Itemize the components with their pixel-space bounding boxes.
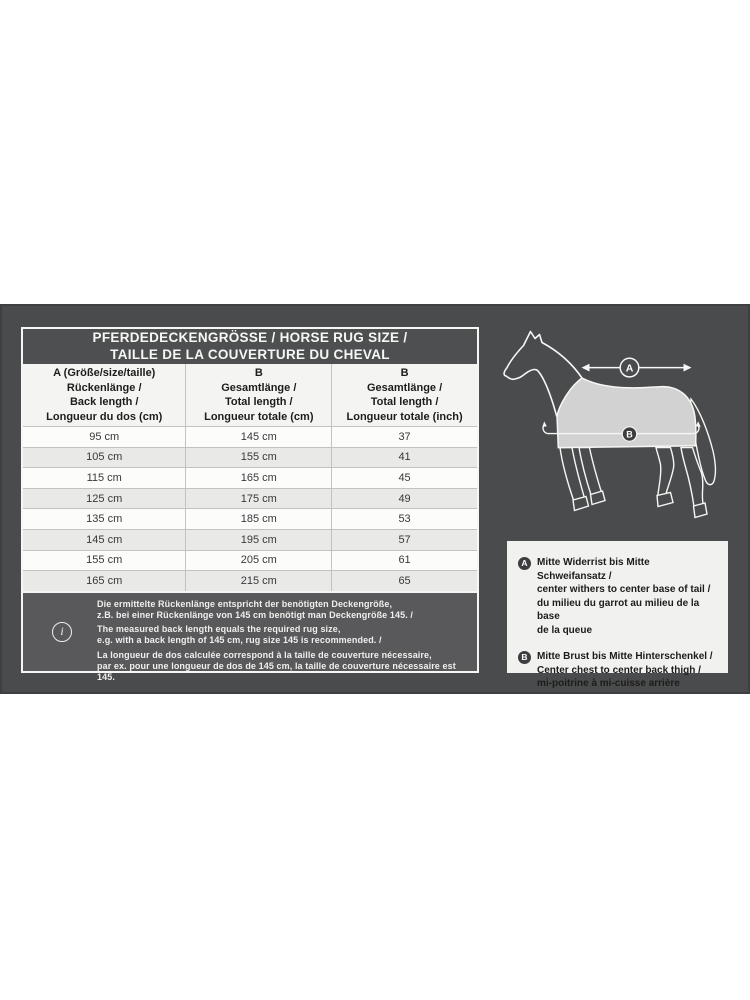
- table-cell: 175 cm: [186, 489, 332, 509]
- table-cell: 37: [398, 430, 411, 443]
- table-cell: 95 cm: [23, 427, 186, 447]
- column-headers: [23, 364, 477, 426]
- table-cell: 165 cm: [23, 571, 186, 591]
- legend-line: mi-poitrine à mi-cuisse arrière: [537, 678, 680, 689]
- legend-line: Center chest to center back thigh /: [537, 664, 701, 676]
- column-header-line: B: [254, 367, 263, 379]
- note-text: [23, 593, 477, 683]
- table-cell: 205 cm: [186, 551, 332, 571]
- diagram-badge-b-label: B: [626, 429, 633, 440]
- table-row: [23, 467, 477, 488]
- table-cell: 165 cm: [186, 468, 332, 488]
- horse-hind-near-leg: [656, 448, 674, 497]
- column-header-line: Total length /: [370, 396, 439, 408]
- column-header-line: B: [400, 367, 409, 379]
- legend-item: [518, 556, 720, 637]
- table-row: [23, 508, 477, 529]
- table-title-line-2: TAILLE DE LA COUVERTURE DU CHEVAL: [110, 346, 390, 362]
- note-line: e.g. with a back length of 145 cm, rug size 145 is recommended. /: [97, 635, 382, 646]
- horse-hind-far-hoof: [694, 503, 708, 518]
- note-paragraph: [97, 650, 469, 683]
- table-row: [23, 550, 477, 571]
- column-header-line: Gesamtlänge /: [366, 381, 443, 394]
- column-header: [23, 364, 186, 426]
- note-paragraph: [97, 624, 469, 646]
- legend-box: [507, 541, 728, 689]
- table-row: [23, 488, 477, 509]
- measure-b-arrowhead-left: [542, 421, 547, 427]
- note-line: La longueur de dos calculée correspond à la taille de couverture nécessaire,: [97, 649, 432, 660]
- note-line: The measured back length equals the required rug size,: [97, 624, 341, 635]
- column-header-line: Longueur du dos (cm): [46, 410, 163, 423]
- legend-line: center withers to center base of tail /: [537, 584, 711, 595]
- legend-item: [518, 650, 720, 691]
- legend-badge-a: A: [518, 557, 531, 570]
- column-header-line: Gesamtlänge /: [221, 381, 297, 394]
- table-cell: 185 cm: [186, 509, 332, 529]
- horse-measurement-diagram: [498, 315, 748, 530]
- legend-badge-b: B: [518, 651, 531, 664]
- legend-line: Mitte Widerrist bis Mitte Schweifansatz /: [537, 557, 650, 582]
- table-cell: 57: [398, 533, 411, 546]
- size-table: [21, 327, 479, 682]
- table-cell: 125 cm: [23, 489, 186, 509]
- column-header: [186, 364, 332, 426]
- horse-hind-near-hoof: [657, 493, 673, 507]
- table-cell: 215 cm: [186, 571, 332, 591]
- note-line: par ex. pour une longueur de dos de 145 cm, la taille de couverture nécessaire est 145.: [97, 660, 456, 682]
- table-cell: 41: [398, 451, 411, 464]
- table-cell: 115 cm: [23, 468, 186, 488]
- table-row: [23, 426, 477, 447]
- column-header-line: A (Größe/size/taille): [53, 367, 156, 379]
- note-paragraph: [97, 599, 469, 621]
- column-header-line: Longueur totale (cm): [204, 410, 314, 423]
- size-guide-panel: [0, 304, 750, 694]
- column-header-line: Total length /: [224, 396, 293, 408]
- table-cell: 195 cm: [186, 530, 332, 550]
- table-row: [23, 447, 477, 468]
- table-cell: 135 cm: [23, 509, 186, 529]
- table-row: [23, 529, 477, 550]
- legend-line: de la queue: [537, 624, 593, 636]
- table-cell: 145 cm: [23, 530, 186, 550]
- note-line: z.B. bei einer Rückenlänge von 145 cm benötigt man Deckengröße 145. /: [97, 609, 413, 620]
- table-cell: 105 cm: [23, 448, 186, 468]
- info-icon: i: [52, 622, 72, 642]
- legend-text: [537, 650, 713, 691]
- column-header-line: Longueur totale (inch): [346, 410, 463, 423]
- table-cell: 45: [398, 471, 411, 484]
- table-title: [23, 329, 477, 364]
- table-cell: 145 cm: [186, 427, 332, 447]
- table-row: [23, 570, 477, 591]
- info-note: [23, 591, 477, 682]
- table-body: [23, 426, 477, 591]
- column-header-line: Back length /: [69, 396, 139, 408]
- column-header: [332, 364, 477, 426]
- table-cell: 155 cm: [23, 551, 186, 571]
- note-line: Die ermittelte Rückenlänge entspricht der benötigten Deckengröße,: [97, 598, 393, 609]
- table-cell: 61: [398, 554, 411, 567]
- legend-line: du milieu du garrot au milieu de la base: [537, 597, 700, 622]
- table-cell: 65: [398, 574, 411, 587]
- table-title-line-1: PFERDEDECKENGRÖSSE / HORSE RUG SIZE /: [92, 330, 408, 345]
- table-cell: 49: [398, 492, 411, 505]
- legend-line: Mitte Brust bis Mitte Hinterschenkel /: [537, 651, 713, 662]
- column-header-line: Rückenlänge /: [66, 381, 142, 394]
- legend-text: [537, 556, 720, 637]
- table-cell: 155 cm: [186, 448, 332, 468]
- diagram-badge-a-label: A: [625, 362, 634, 375]
- table-cell: 53: [398, 513, 411, 526]
